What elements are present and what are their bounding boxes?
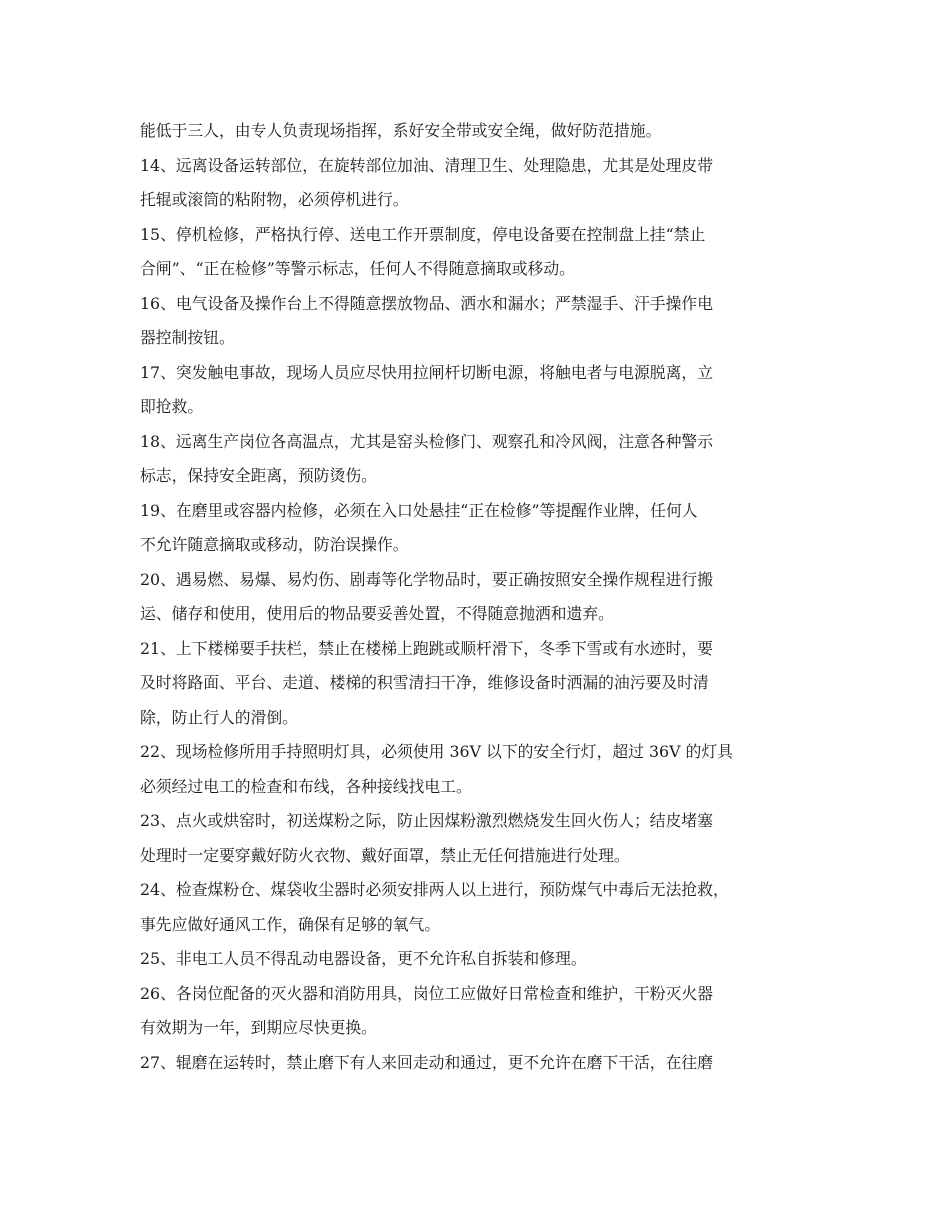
text-line: 21、上下楼梯要手扶栏，禁止在楼梯上跑跳或顺杆滑下，冬季下雪或有水迹时，要 <box>140 638 713 658</box>
text-line: 及时将路面、平台、走道、楼梯的积雪清扫干净，维修设备时洒漏的油污要及时清 <box>140 673 709 692</box>
text-line: 17、突发触电事故，现场人员应尽快用拉闸杆切断电源，将触电者与电源脱离，立 <box>140 362 713 382</box>
text-line: 14、远离设备运转部位，在旋转部位加油、清理卫生、处理隐患，尤其是处理皮带 <box>140 155 713 175</box>
text-line: 20、遇易燃、易爆、易灼伤、剧毒等化学物品时，要正确按照安全操作规程进行搬 <box>140 569 713 589</box>
text-line: 器控制按钮。 <box>140 328 235 347</box>
text-line: 18、远离生产岗位各高温点，尤其是窑头检修门、观察孔和冷风阀，注意各种警示 <box>140 431 713 451</box>
text-line: 15、停机检修，严格执行停、送电工作开票制度，停电设备要在控制盘上挂“禁止 <box>140 224 706 244</box>
text-line: 16、电气设备及操作台上不得随意摆放物品、洒水和漏水；严禁湿手、汗手操作电 <box>140 293 713 313</box>
text-line: 事先应做好通风工作，确保有足够的氧气。 <box>140 914 441 934</box>
text-line: 不允许随意摘取或移动，防治误操作。 <box>140 535 409 554</box>
document-body <box>140 114 830 1080</box>
text-line: 托辊或滚筒的粘附物，必须停机进行。 <box>140 190 409 209</box>
text-line: 19、在磨里或容器内检修，必须在入口处悬挂“正在检修”等提醒作业牌，任何人 <box>140 500 698 520</box>
text-line: 26、各岗位配备的灭火器和消防用具，岗位工应做好日常检查和维护，干粉灭火器 <box>140 983 713 1003</box>
text-line: 处理时一定要穿戴好防火衣物、戴好面罩，禁止无任何措施进行处理。 <box>140 845 630 865</box>
text-line: 除，防止行人的滑倒。 <box>140 707 298 727</box>
text-line: 标志，保持安全距离，预防烫伤。 <box>140 466 377 485</box>
text-line: 运、储存和使用，使用后的物品要妥善处置，不得随意抛洒和遗弃。 <box>140 604 614 623</box>
text-line: 合闸”、“正在检修”等警示标志，任何人不得随意摘取或移动。 <box>140 259 575 278</box>
text-line: 必须经过电工的检查和布线，各种接线找电工。 <box>140 776 472 796</box>
text-line: 25、非电工人员不得乱动电器设备，更不允许私自拆装和修理。 <box>140 949 587 968</box>
text-line: 能低于三人，由专人负责现场指挥，系好安全带或安全绳，做好防范措施。 <box>140 121 662 140</box>
text-line: 23、点火或烘窑时，初送煤粉之际，防止因煤粉激烈燃烧发生回火伤人；结皮堵塞 <box>140 811 713 830</box>
text-line: 24、检查煤粉仓、煤袋收尘器时必须安排两人以上进行，预防煤气中毒后无法抢救， <box>140 880 729 899</box>
text-line: 22、现场检修所用手持照明灯具，必须使用 36V 以下的安全行灯，超过 36V 的灯具 <box>140 742 733 761</box>
text-line: 即抢救。 <box>140 397 204 416</box>
text-line: 有效期为一年，到期应尽快更换。 <box>140 1018 377 1037</box>
text-line: 27、辊磨在运转时，禁止磨下有人来回走动和通过，更不允许在磨下干活，在往磨 <box>140 1052 713 1072</box>
